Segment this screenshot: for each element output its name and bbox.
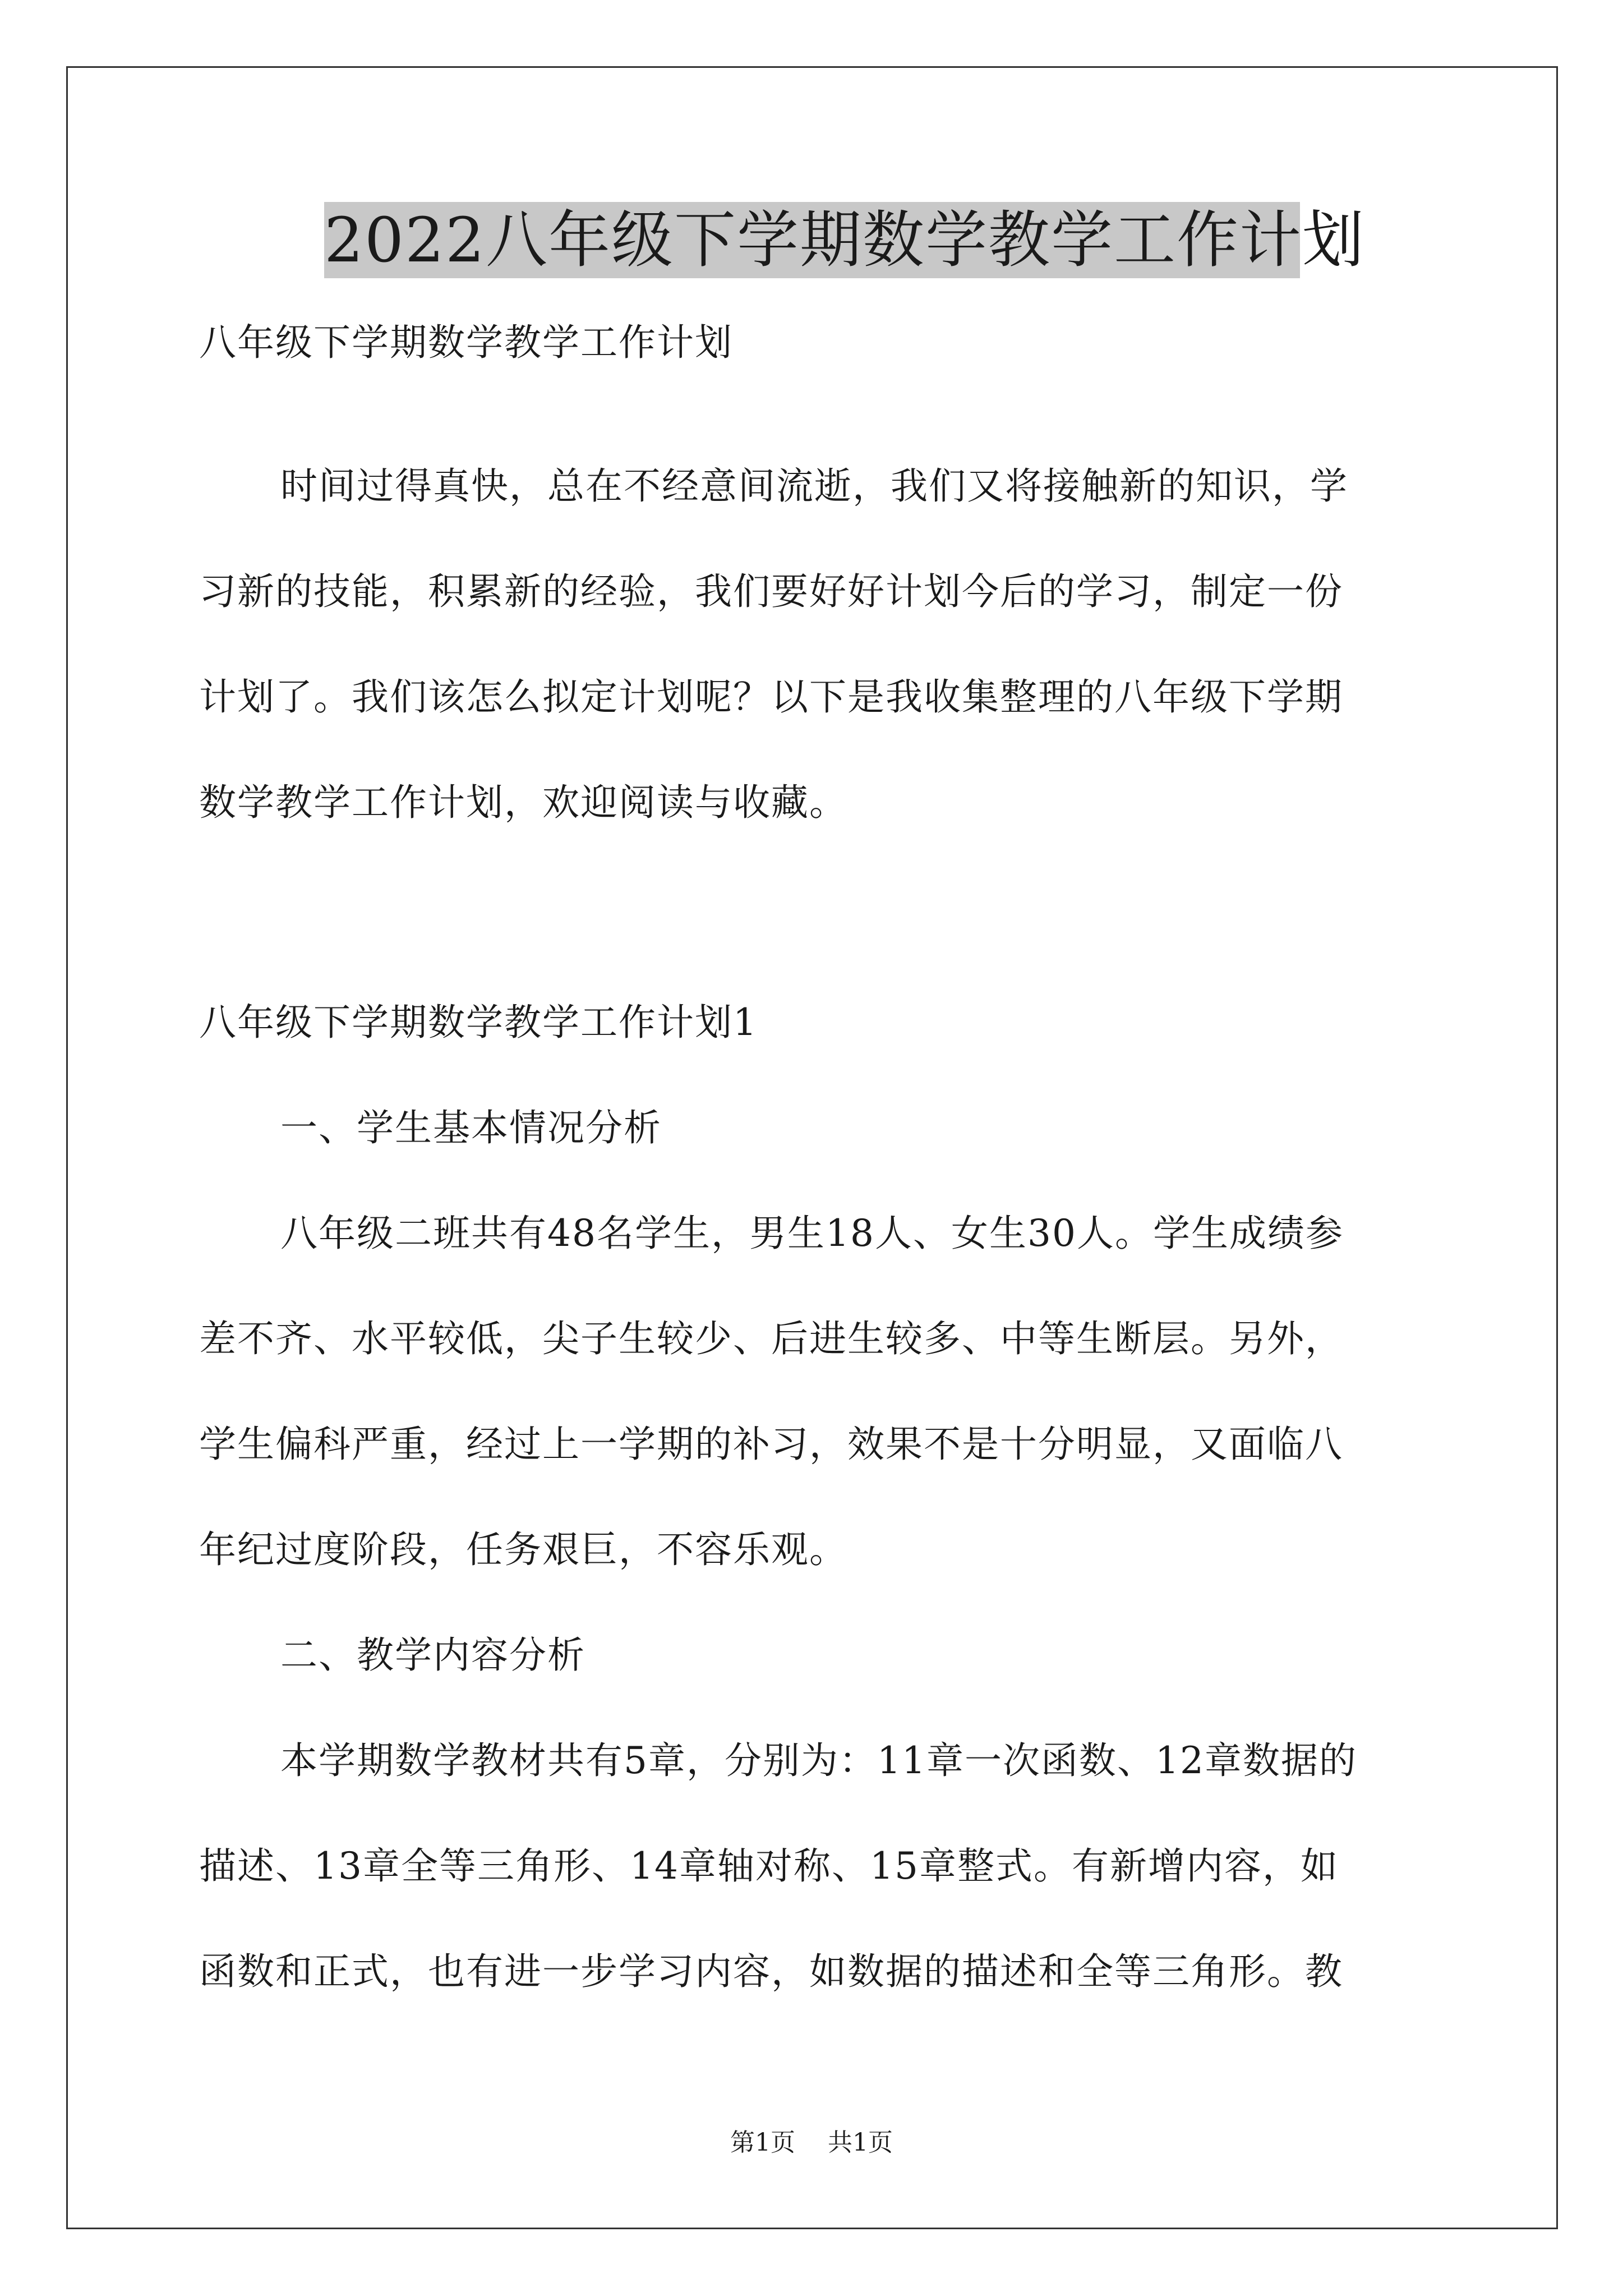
intro-line: 习新的技能，积累新的经验，我们要好好计划今后的学习，制定一份 xyxy=(199,570,1343,613)
part2-line: 函数和正式，也有进一步学习内容，如数据的描述和全等三角形。教 xyxy=(199,1950,1343,1993)
intro-line: 数学教学工作计划，欢迎阅读与收藏。 xyxy=(199,781,847,824)
document-title: 2022八年级下学期数学教学工作计划 xyxy=(324,202,1300,278)
intro-line: 时间过得真快，总在不经意间流逝，我们又将接触新的知识，学 xyxy=(280,464,1348,508)
part2-line: 描述、13章全等三角形、14章轴对称、15章整式。有新增内容，如 xyxy=(199,1844,1339,1888)
part1-heading: 一、学生基本情况分析 xyxy=(280,1106,662,1149)
page-footer xyxy=(0,2126,1623,2160)
part1-line: 学生偏科严重，经过上一学期的补习，效果不是十分明显，又面临八 xyxy=(199,1423,1343,1466)
part1-line: 差不齐、水平较低，尖子生较少、后进生较多、中等生断层。另外， xyxy=(199,1317,1343,1360)
part2-line: 本学期数学教材共有5章，分别为：11章一次函数、12章数据的 xyxy=(280,1739,1357,1782)
document-subtitle: 八年级下学期数学教学工作计划 xyxy=(199,321,733,364)
intro-line: 计划了。我们该怎么拟定计划呢？以下是我收集整理的八年级下学期 xyxy=(199,675,1343,719)
section-heading: 八年级下学期数学教学工作计划1 xyxy=(199,1001,758,1044)
part1-line: 年纪过度阶段，任务艰巨，不容乐观。 xyxy=(199,1528,847,1571)
part2-heading: 二、教学内容分析 xyxy=(280,1634,585,1677)
part1-line: 八年级二班共有48名学生，男生18人、女生30人。学生成绩参 xyxy=(280,1212,1344,1255)
page-total: 共1页 xyxy=(828,2128,893,2157)
page-number: 第1页 xyxy=(730,2128,795,2157)
